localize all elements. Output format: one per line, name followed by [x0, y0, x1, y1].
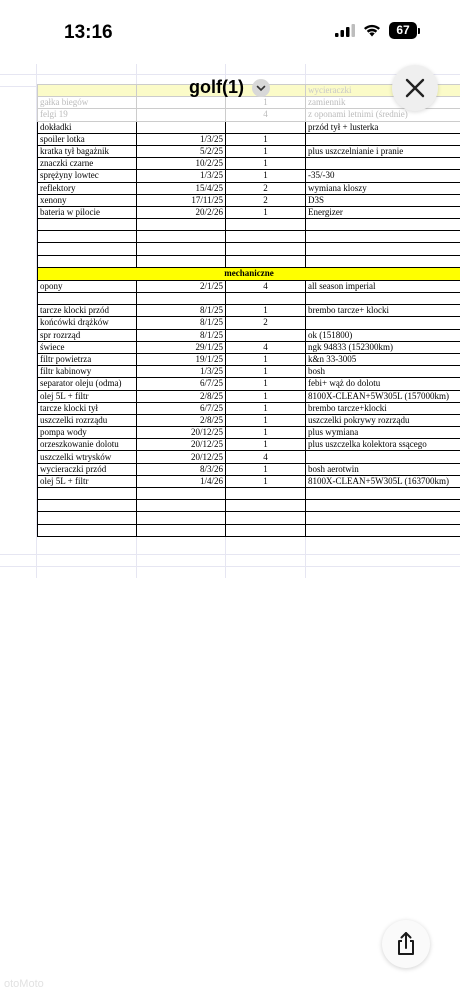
table-cell-qty: 4	[226, 280, 306, 292]
table-row	[38, 121, 460, 133]
table-cell-qty: 4	[226, 109, 306, 121]
table-cell-qty: 1	[226, 427, 306, 439]
battery-icon	[389, 22, 420, 39]
table-cell-qty	[226, 500, 306, 512]
battery-level: 67	[389, 22, 417, 39]
table-row	[38, 293, 460, 305]
table-cell-qty	[226, 512, 306, 524]
table-cell-name: znaczki czarne	[38, 158, 137, 170]
status-bar	[0, 0, 460, 64]
table-cell-note: all season imperial	[306, 280, 460, 292]
table-cell-note: D3S	[306, 194, 460, 206]
table-cell-name: opony	[38, 280, 137, 292]
table-cell-note	[306, 219, 460, 231]
table-cell-note: plus wymiana	[306, 427, 460, 439]
close-icon	[392, 65, 438, 111]
table-row	[38, 402, 460, 414]
share-icon	[382, 920, 430, 968]
table-row	[38, 463, 460, 475]
table-cell-date: 2/1/25	[137, 280, 226, 292]
table-row	[38, 170, 460, 182]
table-cell-date: 1/3/25	[137, 133, 226, 145]
table-cell-qty: 1	[226, 463, 306, 475]
table-cell-date: 20/12/25	[137, 427, 226, 439]
table-body-mechanical	[38, 280, 460, 536]
table-cell-date: 20/12/25	[137, 439, 226, 451]
table-cell-note	[306, 451, 460, 463]
table-cell-name: separator oleju (odma)	[38, 378, 137, 390]
table-cell-name	[38, 488, 137, 500]
table-row	[38, 219, 460, 231]
table-cell-name: filtr powietrza	[38, 353, 137, 365]
table-cell-qty: 1	[226, 170, 306, 182]
table-cell-qty: 1	[226, 145, 306, 157]
table-cell-date	[137, 243, 226, 255]
table-cell-qty: 1	[226, 475, 306, 487]
table-cell: wycieraczki	[306, 85, 460, 97]
table-cell-note: wymiana kloszy	[306, 182, 460, 194]
cellular-signal-icon	[335, 24, 355, 37]
table-cell-qty	[226, 219, 306, 231]
table-cell-name	[38, 243, 137, 255]
table-cell-qty: 1	[226, 133, 306, 145]
table-row	[38, 329, 460, 341]
table-cell-name: tarcze klocki tył	[38, 402, 137, 414]
close-button[interactable]	[392, 65, 438, 111]
table-cell-name: uszczelki rozrządu	[38, 414, 137, 426]
table-cell-name: reflektory	[38, 182, 137, 194]
watermark: otoMoto	[4, 978, 44, 990]
table-cell-note	[306, 255, 460, 267]
table-cell-name	[38, 293, 137, 305]
battery-tip	[418, 28, 420, 34]
table-cell-date: 19/1/25	[137, 353, 226, 365]
table-cell-name: kratka tył bagażnik	[38, 145, 137, 157]
section-header-row	[38, 267, 460, 280]
table-cell-note: przód tył + lusterka	[306, 121, 460, 133]
table-row	[38, 182, 460, 194]
table-cell-date: 20/2/26	[137, 206, 226, 218]
table-cell-note: z oponami letnimi (średnie)	[306, 109, 460, 121]
section-header-mechaniczne: mechaniczne	[38, 267, 460, 280]
table-cell-date	[137, 524, 226, 536]
table-cell-note: ok (151800)	[306, 329, 460, 341]
table-row	[38, 366, 460, 378]
table-cell-date: 15/4/25	[137, 182, 226, 194]
table-cell-date	[137, 500, 226, 512]
table-cell-date	[137, 97, 226, 109]
table-row	[38, 243, 460, 255]
table-cell-qty	[226, 255, 306, 267]
table-cell-date	[137, 512, 226, 524]
table-cell-note: bosh aerotwin	[306, 463, 460, 475]
table-cell-name	[38, 219, 137, 231]
table-cell-name: olej 5L + filtr	[38, 390, 137, 402]
table-cell-qty: 1	[226, 353, 306, 365]
table-cell-note	[306, 158, 460, 170]
table-cell-note: 8100X-CLEAN+5W305L (157000km)	[306, 390, 460, 402]
table-cell-qty: 2	[226, 317, 306, 329]
table-cell-note	[306, 243, 460, 255]
table-cell-date: 8/3/26	[137, 463, 226, 475]
table-cell-name	[38, 500, 137, 512]
table-cell-date: 17/11/25	[137, 194, 226, 206]
table-cell-qty: 1	[226, 378, 306, 390]
table-cell-qty	[226, 488, 306, 500]
table-cell-date: 10/2/25	[137, 158, 226, 170]
status-icons	[335, 22, 420, 39]
table-cell-note: uszczelki pokrywy rozrządu	[306, 414, 460, 426]
table-cell-qty	[226, 243, 306, 255]
table-cell-note: ngk 94833 (152300km)	[306, 341, 460, 353]
table-cell-date: 5/2/25	[137, 145, 226, 157]
table-cell-qty: 1	[226, 390, 306, 402]
table-cell-qty	[226, 329, 306, 341]
table-row	[38, 145, 460, 157]
table-cell-date	[137, 488, 226, 500]
table-cell-date: 8/1/25	[137, 305, 226, 317]
table-cell-name	[38, 524, 137, 536]
table-row	[38, 500, 460, 512]
table-cell	[38, 85, 137, 97]
table-cell-qty: 2	[226, 194, 306, 206]
table-cell-name: spr rozrząd	[38, 329, 137, 341]
table-cell-name: dokładki	[38, 121, 137, 133]
table-cell-name: sprężyny lowtec	[38, 170, 137, 182]
table-cell-name: świece	[38, 341, 137, 353]
table-cell-note: febi+ wąż do dolotu	[306, 378, 460, 390]
table-cell-qty: 1	[226, 305, 306, 317]
table-cell-qty: 2	[226, 182, 306, 194]
table-cell-note	[306, 317, 460, 329]
table-cell-name	[38, 255, 137, 267]
table-cell-note	[306, 512, 460, 524]
table-cell-name: orzeszkowanie dolotu	[38, 439, 137, 451]
table-cell-qty	[226, 293, 306, 305]
table-cell-note	[306, 500, 460, 512]
table-cell-date: 8/1/25	[137, 317, 226, 329]
wifi-icon	[363, 24, 381, 37]
table-body-top	[38, 97, 460, 268]
status-time: 13:16	[64, 22, 113, 43]
table-row	[38, 390, 460, 402]
table-cell-note: plus uszczelnianie i pranie	[306, 145, 460, 157]
table-cell-name: gałka biegów	[38, 97, 137, 109]
table-row	[38, 353, 460, 365]
table-cell-name: felgi 19	[38, 109, 137, 121]
table-row	[38, 524, 460, 536]
table-cell-date	[137, 293, 226, 305]
table-cell-qty: 4	[226, 451, 306, 463]
table-cell-note: Energizer	[306, 206, 460, 218]
chevron-down-icon[interactable]	[252, 79, 270, 97]
table-cell-name: spoiler lotka	[38, 133, 137, 145]
table-cell-name	[38, 512, 137, 524]
table-cell-qty: 1	[226, 366, 306, 378]
table-cell-note: 8100X-CLEAN+5W305L (163700km)	[306, 475, 460, 487]
table-cell-note	[306, 293, 460, 305]
table-cell-date	[137, 219, 226, 231]
table-cell-note: brembo tarcze+ klocki	[306, 305, 460, 317]
table-cell-qty: 1	[226, 158, 306, 170]
table-cell-note: k&n 33-3005	[306, 353, 460, 365]
table-cell-name: tarcze klocki przód	[38, 305, 137, 317]
table-row	[38, 280, 460, 292]
table-cell-name	[38, 231, 137, 243]
table-cell-name: uszczelki wtrysków	[38, 451, 137, 463]
table-cell-qty: 1	[226, 439, 306, 451]
table-row	[38, 158, 460, 170]
table-cell-date: 1/3/25	[137, 366, 226, 378]
table-row	[38, 439, 460, 451]
table-row	[38, 133, 460, 145]
table-cell-name: bateria w pilocie	[38, 206, 137, 218]
table-row	[38, 427, 460, 439]
table-row	[38, 475, 460, 487]
table-cell-date: 2/8/25	[137, 414, 226, 426]
table-row	[38, 255, 460, 267]
table-cell-note: brembo tarcze+klocki	[306, 402, 460, 414]
table-row	[38, 512, 460, 524]
spreadsheet-table	[37, 84, 460, 537]
table-cell-qty: 1	[226, 402, 306, 414]
table-cell-note: plus uszczelka kolektora ssącego	[306, 439, 460, 451]
table-cell-name: filtr kabinowy	[38, 366, 137, 378]
table-cell-note: -35/-30	[306, 170, 460, 182]
table-row	[38, 414, 460, 426]
table-cell-note: bosh	[306, 366, 460, 378]
table-cell-date: 8/1/25	[137, 329, 226, 341]
table-cell-date: 6/7/25	[137, 402, 226, 414]
table-row	[38, 488, 460, 500]
table-cell-date	[137, 121, 226, 133]
table-row	[38, 231, 460, 243]
table-row	[38, 451, 460, 463]
table-cell-note	[306, 524, 460, 536]
table-cell-qty: 1	[226, 97, 306, 109]
table-cell-date: 1/3/25	[137, 170, 226, 182]
table-cell-qty	[226, 121, 306, 133]
table-cell-name: xenony	[38, 194, 137, 206]
table-cell-qty: 4	[226, 341, 306, 353]
table-cell-qty: 1	[226, 206, 306, 218]
share-button[interactable]	[382, 920, 430, 968]
table-cell-note	[306, 488, 460, 500]
table-row	[38, 378, 460, 390]
table-cell-name: końcówki drążków	[38, 317, 137, 329]
table-cell-date: 20/12/25	[137, 451, 226, 463]
table-row	[38, 194, 460, 206]
table-cell-name: olej 5L + filtr	[38, 475, 137, 487]
table-cell-note: zamiennik	[306, 97, 460, 109]
table-cell-date	[137, 255, 226, 267]
table-cell-qty	[226, 524, 306, 536]
table-row	[38, 305, 460, 317]
table-cell-date	[137, 231, 226, 243]
table-cell-qty: 1	[226, 414, 306, 426]
table-row	[38, 341, 460, 353]
table-cell-date	[137, 109, 226, 121]
table-cell-date: 2/8/25	[137, 390, 226, 402]
table-cell-date: 1/4/26	[137, 475, 226, 487]
table-row	[38, 206, 460, 218]
table-cell-date: 6/7/25	[137, 378, 226, 390]
table-row	[38, 317, 460, 329]
table-cell-date: 29/1/25	[137, 341, 226, 353]
table-cell-note	[306, 133, 460, 145]
document-title[interactable]: golf(1)	[189, 77, 244, 97]
table-cell-qty	[226, 231, 306, 243]
table-cell-name: wycieraczki przód	[38, 463, 137, 475]
table-cell-note	[306, 231, 460, 243]
table-cell-name: pompa wody	[38, 427, 137, 439]
